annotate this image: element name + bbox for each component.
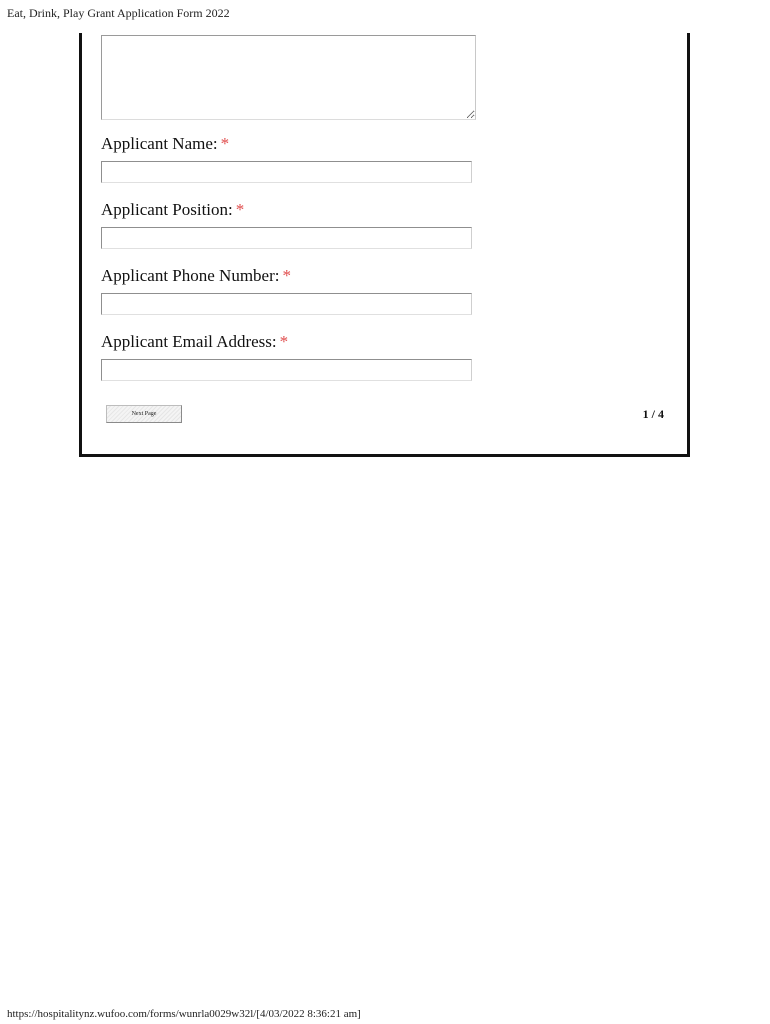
applicant-email-label-text: Applicant Email Address: (101, 332, 277, 351)
form-container (79, 33, 690, 457)
required-marker: * (235, 200, 245, 219)
applicant-phone-field (101, 266, 472, 315)
applicant-email-field (101, 332, 472, 381)
applicant-position-input[interactable] (101, 227, 472, 249)
applicant-position-label-text: Applicant Position: (101, 200, 233, 219)
document-header-title: Eat, Drink, Play Grant Application Form 2022 (7, 6, 230, 20)
required-marker: * (279, 332, 289, 351)
required-marker: * (282, 266, 291, 285)
applicant-position-field (101, 200, 472, 249)
applicant-name-input[interactable] (101, 161, 472, 183)
applicant-phone-input[interactable] (101, 293, 472, 315)
applicant-phone-label-text: Applicant Phone Number: (101, 266, 280, 285)
page-indicator: 1 / 4 (642, 407, 664, 421)
next-page-button[interactable]: Next Page (106, 405, 182, 423)
applicant-name-label (101, 134, 472, 154)
applicant-email-label (101, 332, 472, 352)
document-footer-url: https://hospitalitynz.wufoo.com/forms/wunrla0029w32l/[4/03/2022 8:36:21 am] (7, 1008, 361, 1020)
applicant-position-label (101, 200, 472, 220)
previous-textarea-field[interactable] (101, 35, 476, 120)
applicant-name-label-text: Applicant Name: (101, 134, 218, 153)
applicant-name-field (101, 134, 472, 183)
applicant-email-input[interactable] (101, 359, 472, 381)
required-marker: * (220, 134, 230, 153)
applicant-phone-label (101, 266, 472, 286)
